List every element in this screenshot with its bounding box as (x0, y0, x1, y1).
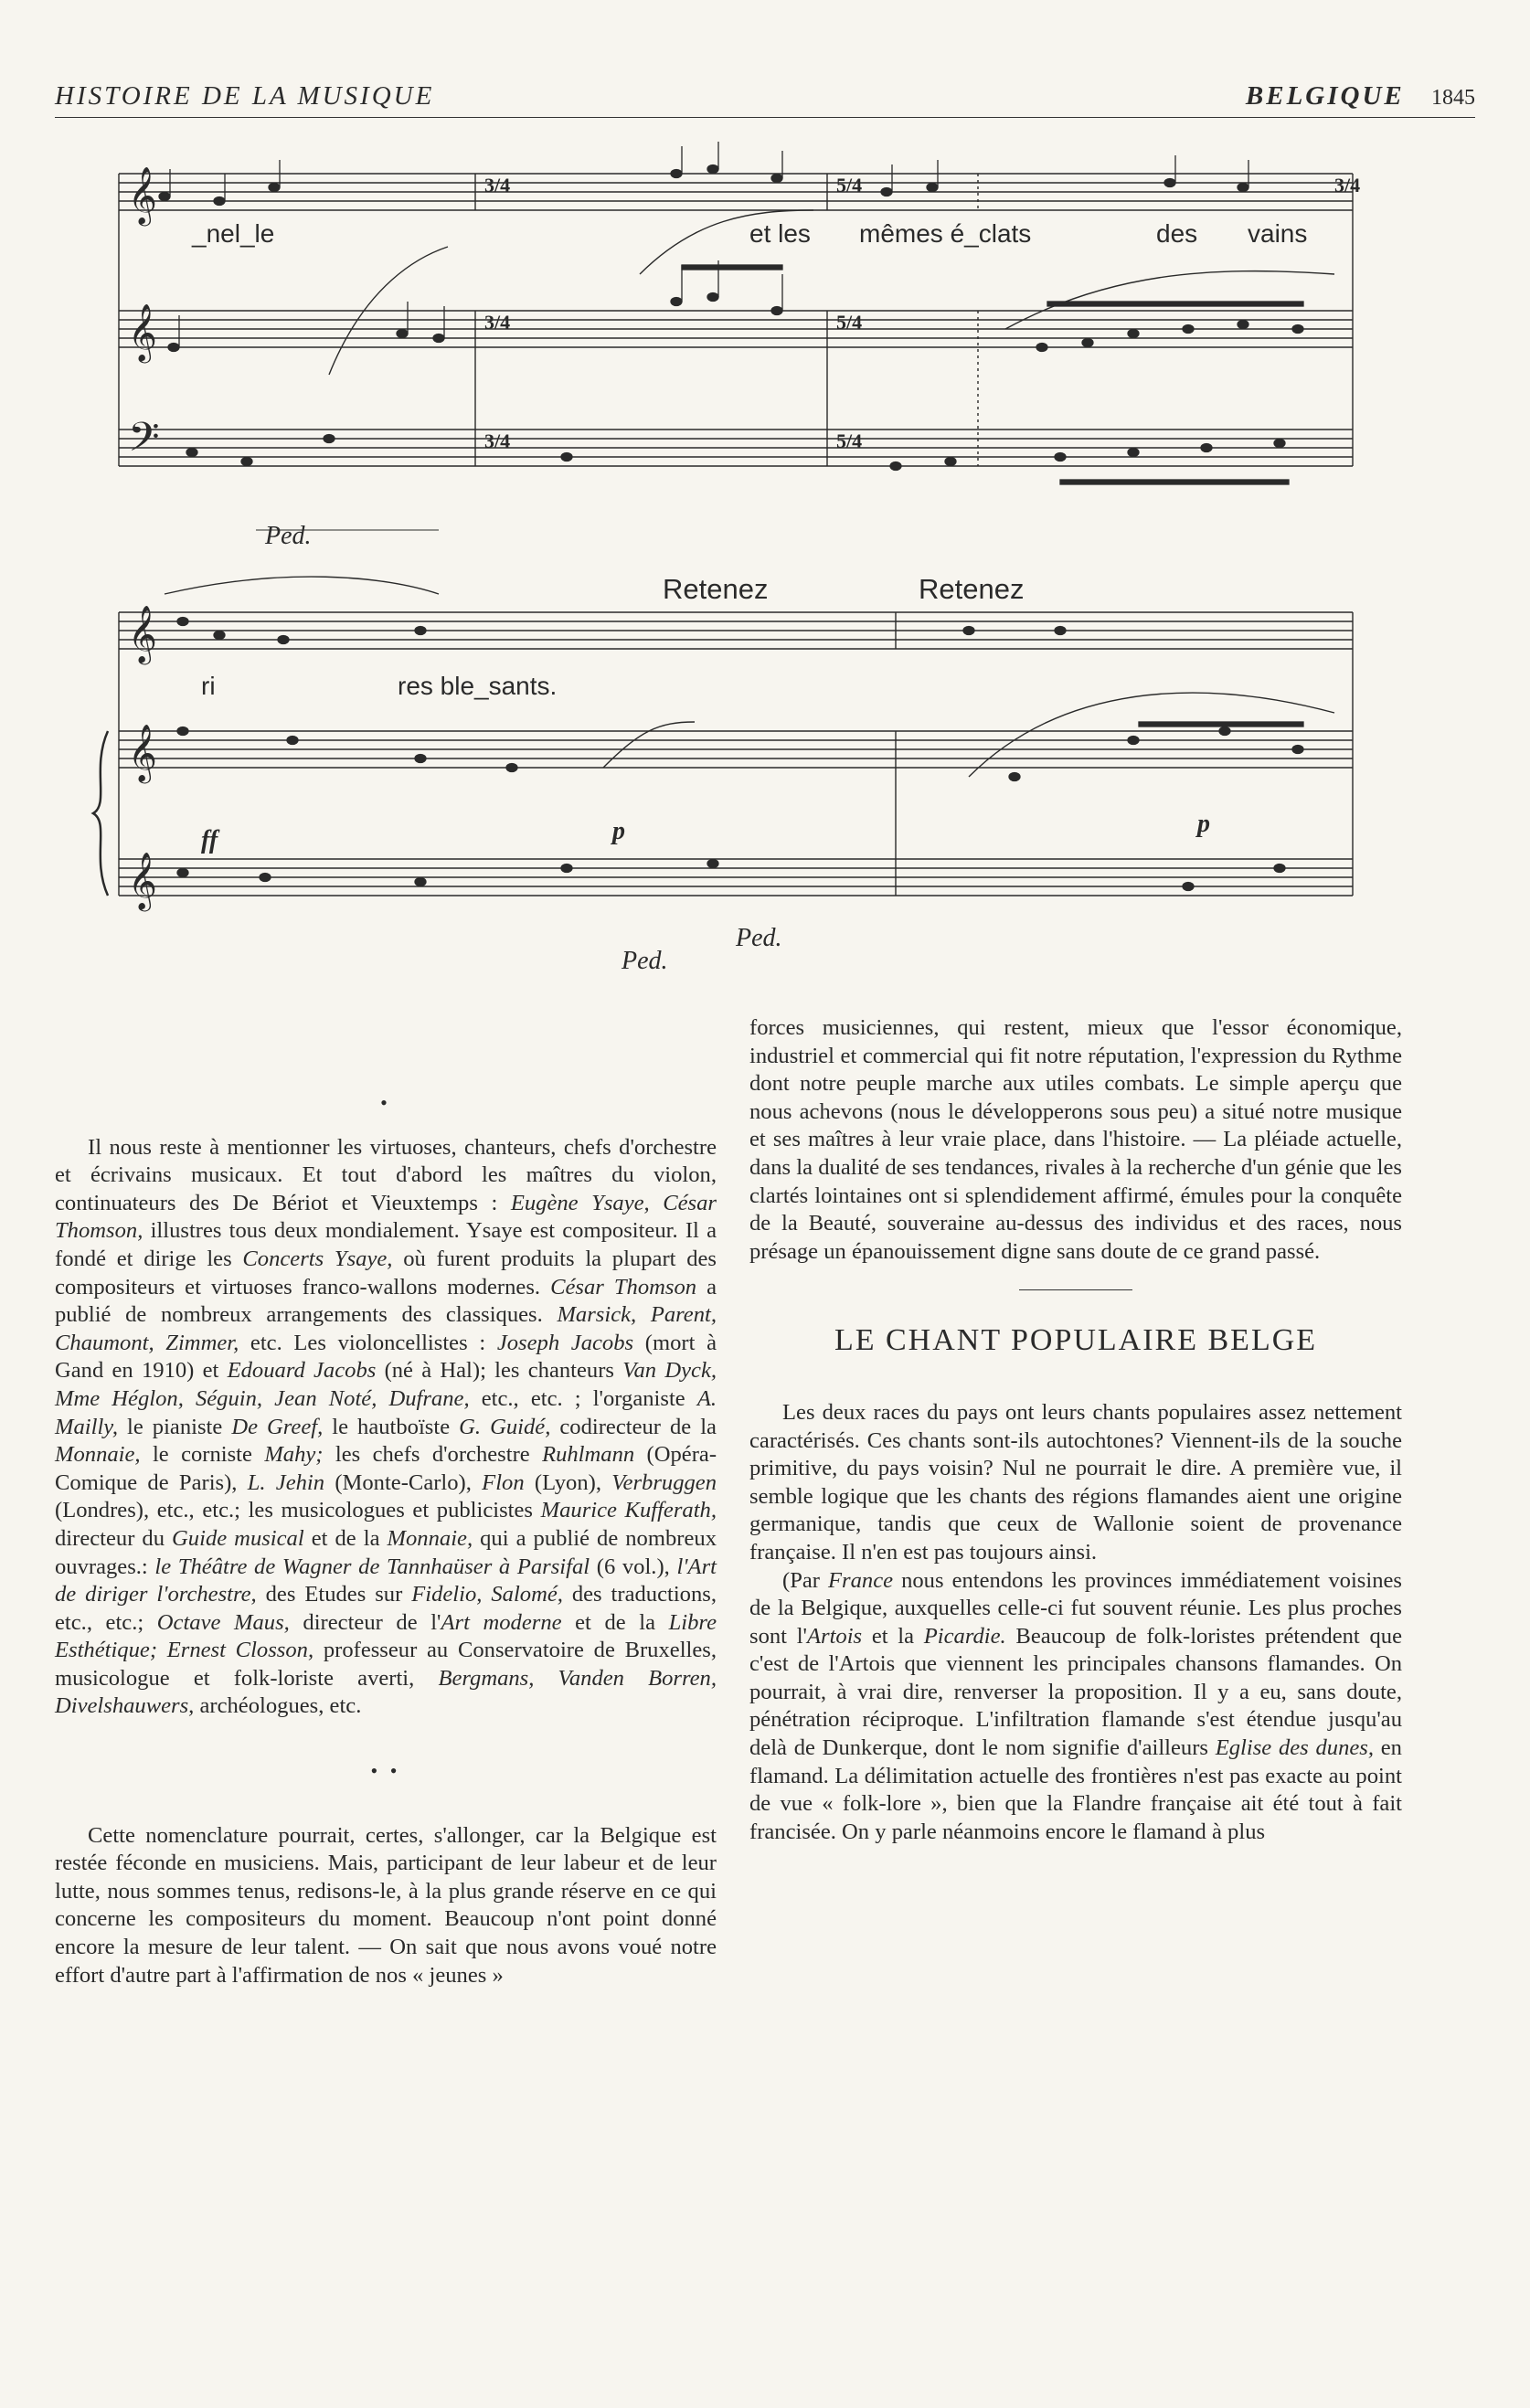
svg-text:𝄞: 𝄞 (128, 724, 157, 781)
piano-right-staff-2 (119, 731, 1353, 768)
section-title: LE CHANT POPULAIRE BELGE (834, 1323, 1318, 1358)
section-divider (1019, 1289, 1132, 1290)
music-score (55, 137, 1361, 996)
lyric-6: ri (201, 672, 216, 700)
paragraph-france: (Par France nous entendons les provinces immédiatement voisines de la Belgique, auxquelles celle-ci fut souvent réunie. Les plus proches sont l'Artois et la Picardie. Beaucoup de folk-loristes prétendent que c'est de l'Artois que viennent les principales chansons flamandes. On pourrait, à vrai dire, renverser la proposition. Il y a eu, sans doute, pénétration réciproque. L'infiltration flamande s'est étendue jusqu'au delà de Dunkerque, dont le nom signifie d'ailleurs Eglise des dunes, en flamand. La délimitation actuelle des frontières n'est pas exacte au point de vue « folk-lore », bien que la Flandre française ait été tout à fait francisée. On y parle néanmoins encore le flamand à plus (749, 1567, 1402, 1844)
separator-dots: • (380, 1091, 391, 1114)
dynamic-p-2: p (1197, 810, 1210, 838)
pedal-mark-1: Ped. (265, 522, 312, 550)
paragraph-nomenclature: Cette nomenclature pourrait, certes, s'allonger, car la Belgique est restée féconde en musiciens. Mais, participant de leur labeur et de leur lutte, nous sommes tenus, redisons-le, à la plus grande réserve en ce qui concerne les compositeurs du moment. Beaucoup n'ont point donné encore la mesure de leur talent. — On sait que nous avons voué notre effort d'autre part à l'affirmation de nos « jeunes » (55, 1822, 717, 1988)
meter-1: 3/4 (484, 174, 511, 196)
piano-right-staff-1 (119, 311, 1353, 347)
pedal-mark-2: Ped. (622, 947, 668, 975)
svg-text:𝄞: 𝄞 (128, 852, 157, 909)
lyric-2: et les (749, 219, 811, 248)
svg-text:𝄞: 𝄞 (128, 166, 157, 224)
section-name: BELGIQUE (1245, 81, 1405, 111)
pedal-mark-3: Ped. (736, 924, 782, 952)
running-title: HISTOIRE DE LA MUSIQUE (55, 81, 435, 111)
dynamic-p-1: p (612, 817, 625, 845)
meter-2: 5/4 (836, 174, 863, 196)
lyric-1: _nel_le (192, 219, 275, 248)
lyric-5: vains (1248, 219, 1308, 248)
tempo-retenez-2: Retenez (919, 573, 1025, 605)
dynamic-ff: ff (201, 826, 218, 854)
piano-left-staff-1 (119, 430, 1353, 466)
right-column (749, 1014, 1402, 1846)
lyric-7: res ble_sants. (398, 672, 558, 700)
svg-text:3/4: 3/4 (484, 311, 511, 334)
svg-text:𝄞: 𝄞 (128, 605, 157, 663)
paragraph-virtuoses: Il nous reste à mentionner les virtuoses, chanteurs, chefs d'orchestre et écrivains musicaux. Et tout d'abord les maîtres du violon, continuateurs des De Bériot et Vieuxtemps : Eugène Ysaye, César Thomson, illustres tous deux mondialement. Ysaye est compositeur. Il a fondé et dirige les Concerts Ysaye, où furent produits la plupart des compositeurs et virtuoses franco-wallons modernes. César Thomson a publié de nombreux arrangements des classiques. Marsick, Parent, Chaumont, Zimmer, etc. Les violoncellistes : Joseph Jacobs (mort à Gand en 1910) et Edouard Jacobs (né à Hal); les chanteurs Van Dyck, Mme Héglon, Séguin, Jean Noté, Dufrane, etc., etc. ; l'organiste A. Mailly, le pianiste De Greef, le hautboïste G. Guidé, codirecteur de la Monnaie, le corniste Mahy; les chefs d'orchestre Ruhlmann (Opéra-Comique de Paris), L. Jehin (Monte-Carlo), Flon (Lyon), Verbruggen (Londres), etc., etc.; les musicologues et publicistes Maurice Kufferath, directeur du Guide musical et de la Monnaie, qui a publié de nombreux ouvrages.: le Théâtre de Wagner de Tannhaüser à Parsifal (6 vol.), l'Art de diriger l'orchestre, des Etudes sur Fidelio, Salomé, des traductions, etc., etc.; Octave Maus, directeur de l'Art moderne et de la Libre Esthétique; Ernest Closson, professeur au Conservatoire de Bruxelles, musicologue et folk-loriste averti, Bergmans, Vanden Borren, Divelshauwers, archéologues, etc. (55, 1134, 717, 1719)
page-header (55, 80, 1475, 118)
svg-text:5/4: 5/4 (836, 311, 863, 334)
svg-text:𝄢: 𝄢 (128, 413, 160, 471)
running-section (1246, 81, 1475, 111)
meter-3: 3/4 (1334, 174, 1361, 196)
separator-dots: • • (370, 1759, 401, 1783)
voice-staff-2 (119, 612, 1353, 649)
paragraph-forces: forces musiciennes, qui restent, mieux que l'essor économique, industriel et commercial qui fit notre réputation, l'expression du Rythme dont notre peuple marche aux utiles combats. Le simple aperçu que nous achevons (nous le développerons sous peu) a situé notre musique et ses maîtres à leur vraie place, dans l'histoire. — La pléiade actuelle, dans la dualité de ses tendances, rivales à la recherche d'un génie que les clartés lointaines ont si splendidement affirmé, émules pour la conquête de la Beauté, souveraine au-dessus des individus et des races, nous présage un épanouissement digne sans doute de ce grand passé. (749, 1015, 1402, 1264)
svg-text:𝄞: 𝄞 (128, 303, 157, 361)
svg-text:3/4: 3/4 (484, 430, 511, 452)
svg-text:5/4: 5/4 (836, 430, 863, 452)
tempo-retenez-1: Retenez (663, 573, 769, 605)
left-column (55, 1078, 717, 1989)
lyric-4: des (1156, 219, 1198, 248)
piano-left-staff-2 (119, 859, 1353, 896)
page-number: 1845 (1431, 86, 1475, 110)
lyric-3: mêmes é_clats (859, 219, 1032, 248)
paragraph-races: Les deux races du pays ont leurs chants populaires assez nettement caractérisés. Ces chants sont-ils autochtones? Viennent-ils de la souche primitive, du pays voisin? Nul ne pourrait le dire. A première vue, il semble logique que les chants des régions flamandes aient une origine germanique, tandis que ceux de Wallonie soient de provenance française. Il n'en est pas toujours ainsi. (749, 1399, 1402, 1565)
